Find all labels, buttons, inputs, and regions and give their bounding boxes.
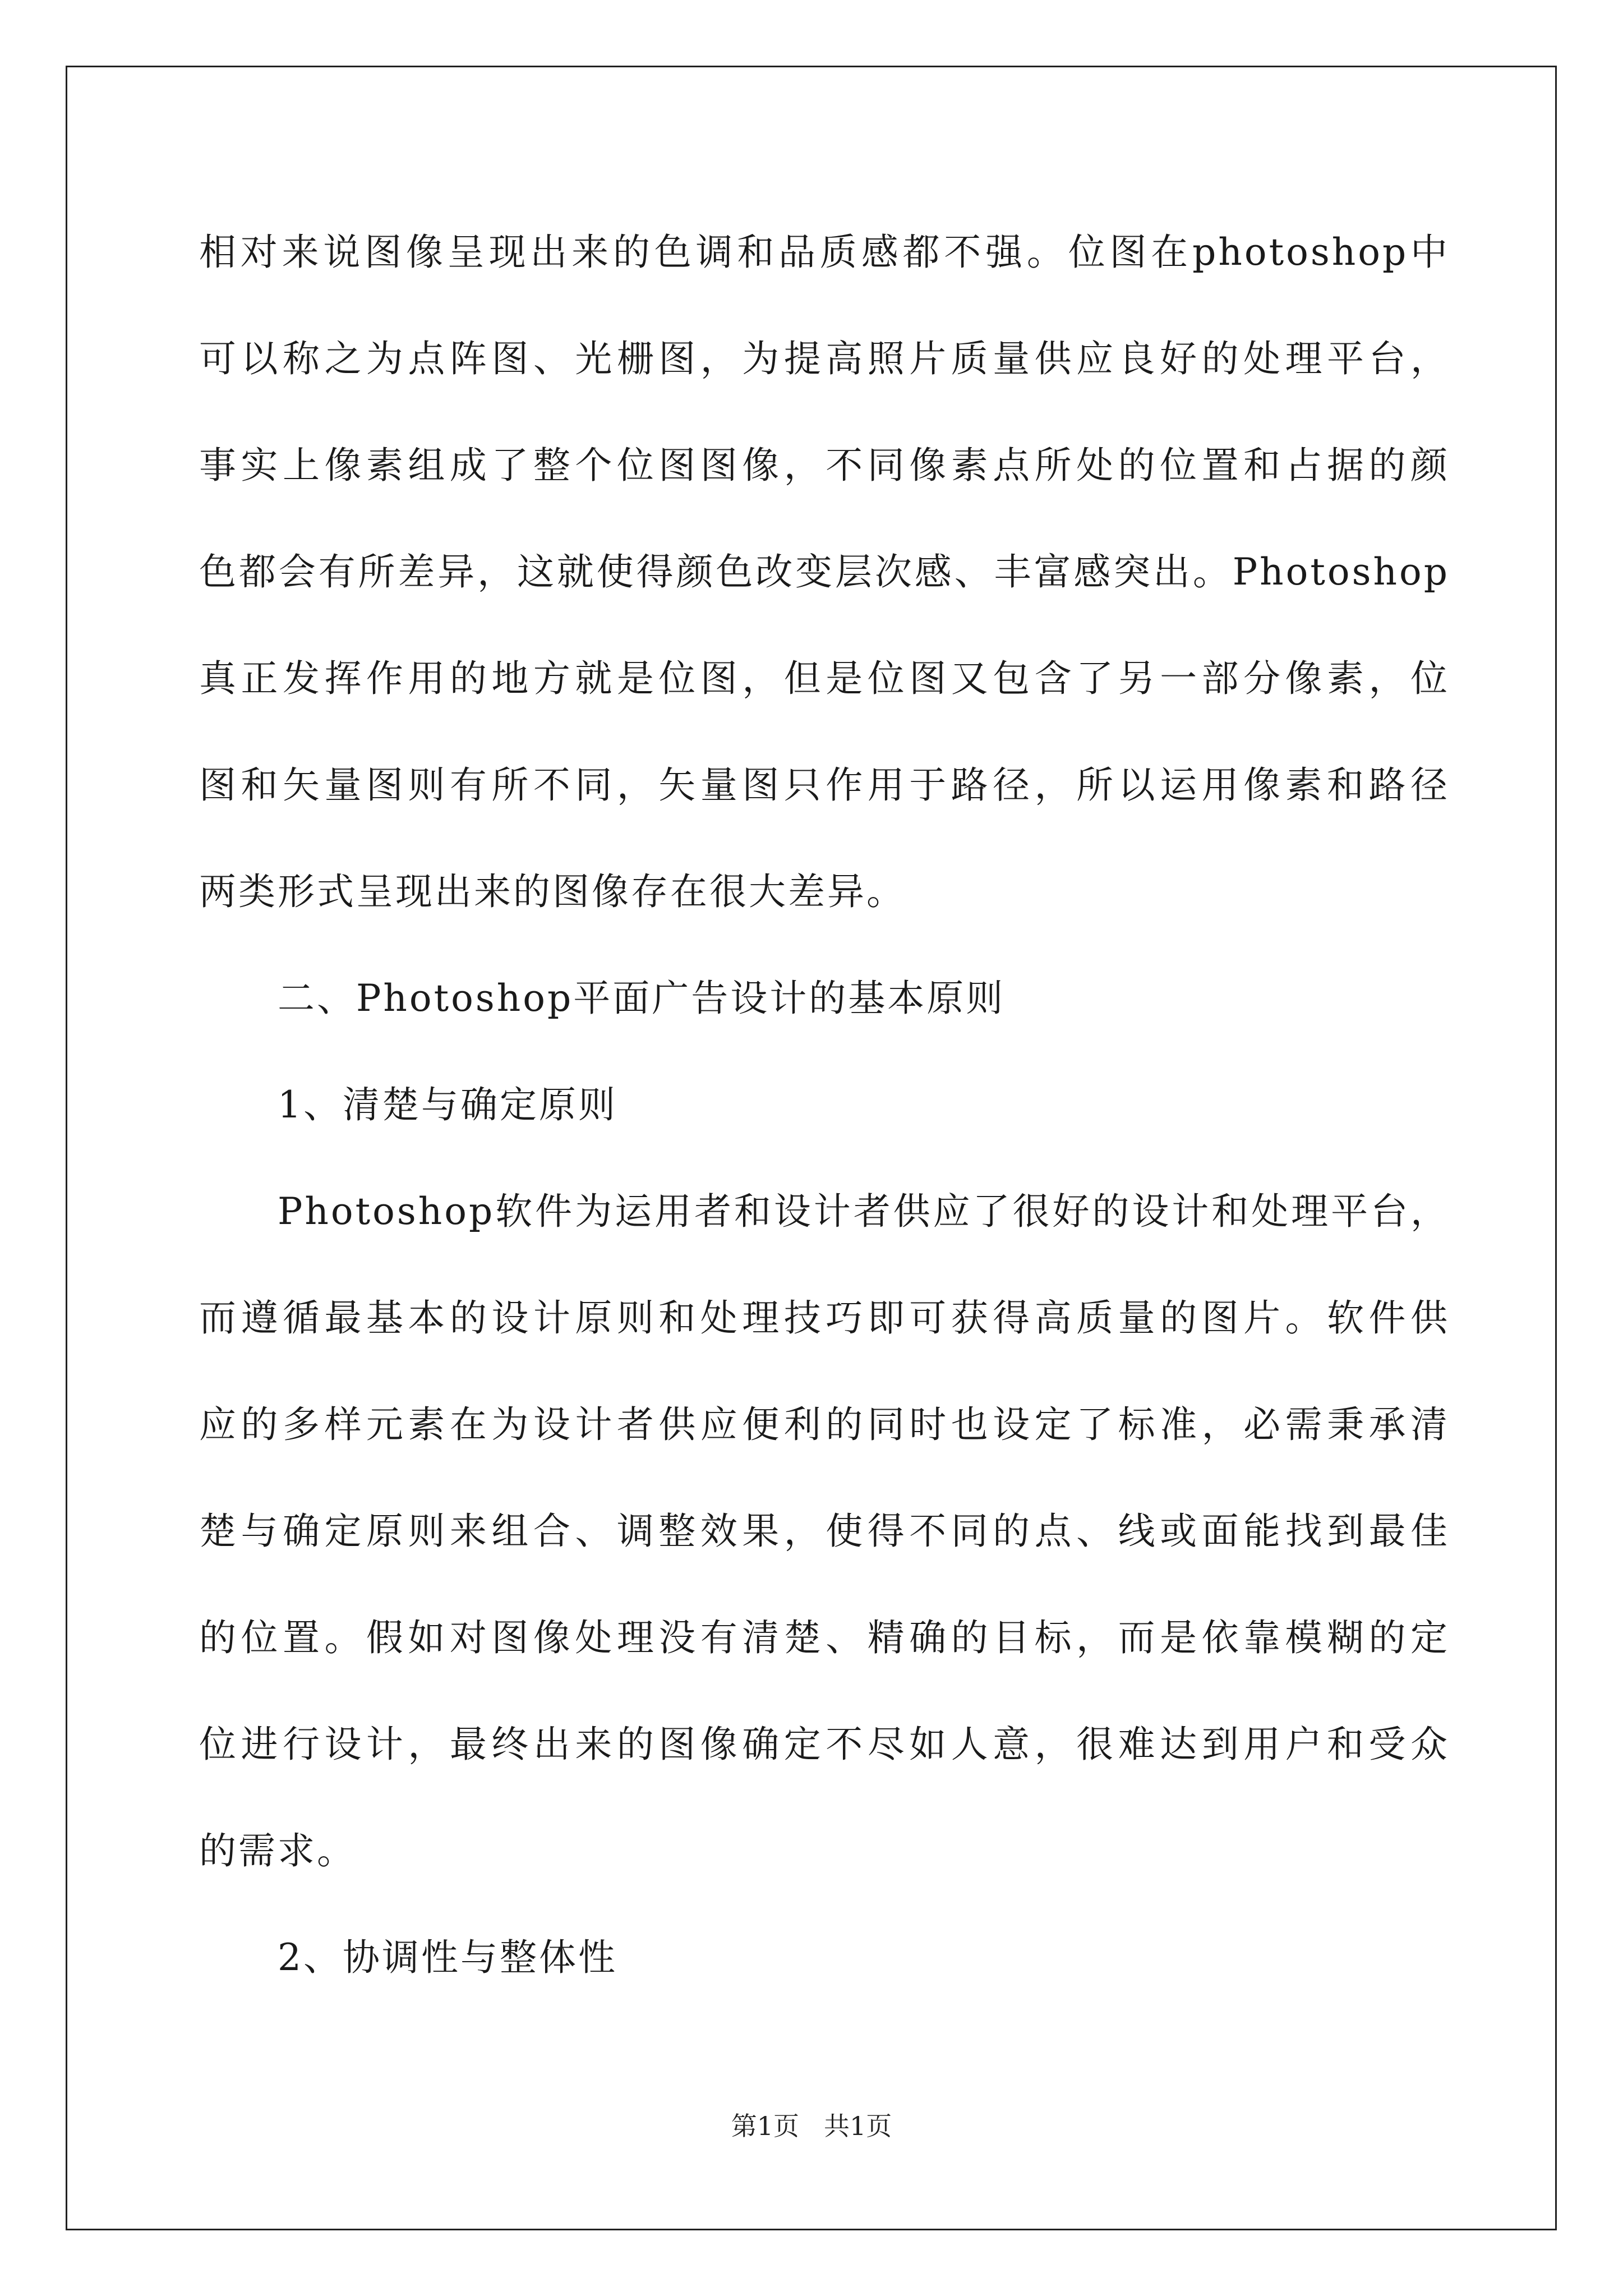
- paragraph-line: 图和矢量图则有所不同，矢量图只作用于路径，所以运用像素和路径: [199, 763, 1450, 807]
- paragraph-line: 应的多样元素在为设计者供应便利的同时也设定了标准，必需秉承清: [199, 1403, 1450, 1446]
- subsection-heading: 2、协调性与整体性: [278, 1936, 617, 1979]
- paragraph-line: 相对来说图像呈现出来的色调和品质感都不强。位图在photoshop中: [199, 231, 1450, 274]
- subsection-heading: 1、清楚与确定原则: [278, 1083, 617, 1126]
- paragraph-line: 两类形式呈现出来的图像存在很大差异。: [199, 870, 906, 913]
- paragraph-line: 的位置。假如对图像处理没有清楚、精确的目标，而是依靠模糊的定: [199, 1616, 1450, 1659]
- page-number: 第1页: [731, 2111, 800, 2141]
- paragraph-line: Photoshop软件为运用者和设计者供应了很好的设计和处理平台，: [278, 1190, 1450, 1233]
- section-heading: 二、Photoshop平面广告设计的基本原则: [278, 977, 1006, 1020]
- paragraph-line: 的需求。: [199, 1829, 356, 1872]
- paragraph-line: 事实上像素组成了整个位图图像，不同像素点所处的位置和占据的颜: [199, 444, 1450, 487]
- page-total: 共1页: [823, 2111, 892, 2141]
- paragraph-line: 真正发挥作用的地方就是位图，但是位图又包含了另一部分像素，位: [199, 657, 1450, 700]
- paragraph-line: 而遵循最基本的设计原则和处理技巧即可获得高质量的图片。软件供: [199, 1296, 1450, 1340]
- paragraph-line: 楚与确定原则来组合、调整效果，使得不同的点、线或面能找到最佳: [199, 1510, 1450, 1553]
- paragraph-line: 色都会有所差异，这就使得颜色改变层次感、丰富感突出。Photoshop: [199, 550, 1450, 593]
- page-footer: [0, 2109, 1623, 2143]
- paragraph-line: 位进行设计，最终出来的图像确定不尽如人意，很难达到用户和受众: [199, 1723, 1450, 1766]
- paragraph-line: 可以称之为点阵图、光栅图，为提高照片质量供应良好的处理平台，: [199, 337, 1450, 380]
